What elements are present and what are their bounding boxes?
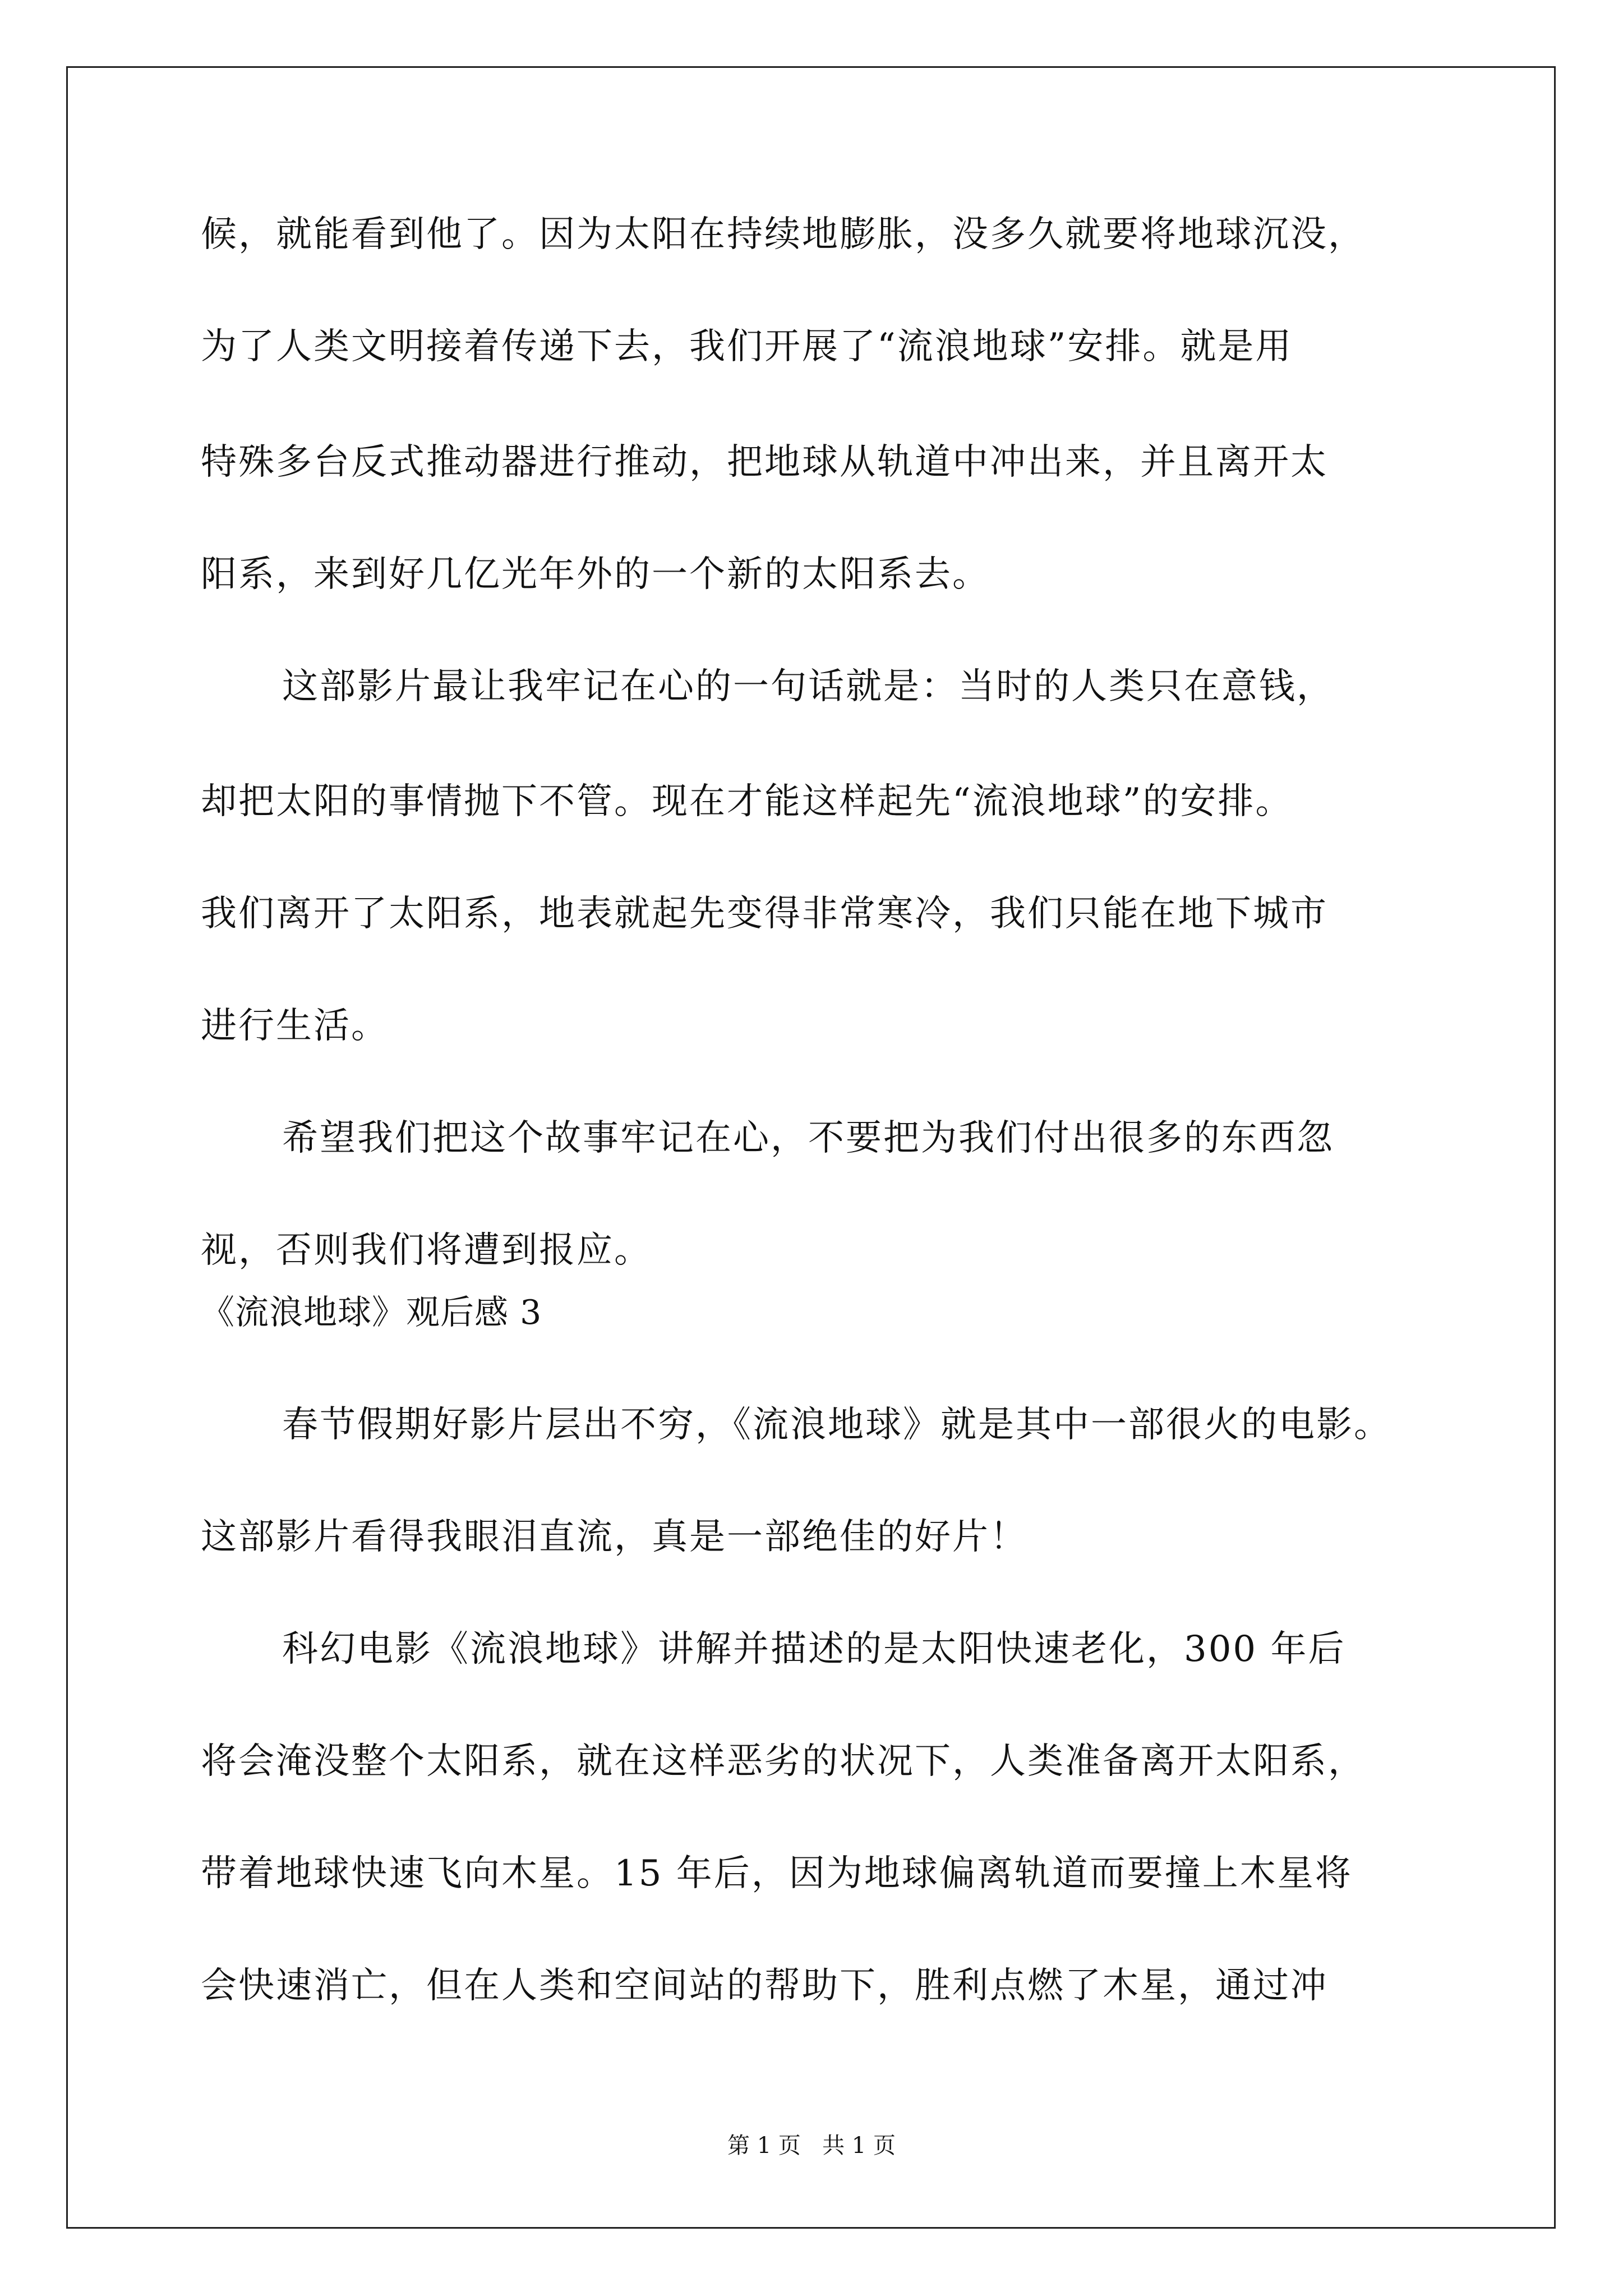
paragraph-line: 候，就能看到他了。因为太阳在持续地膨胀，没多久就要将地球沉没， — [201, 214, 1366, 255]
paragraph-line: 带着地球快速飞向木星。15 年后，因为地球偏离轨道而要撞上木星将 — [201, 1853, 1353, 1894]
paragraph-line: 特殊多台反式推动器进行推动，把地球从轨道中冲出来，并且离开太 — [201, 441, 1328, 483]
paragraph-line: 却把太阳的事情抛下不管。现在才能这样起先“流浪地球”的安排。 — [201, 781, 1293, 822]
paragraph-line: 希望我们把这个故事牢记在心，不要把为我们付出很多的东西忽 — [282, 1117, 1334, 1159]
paragraph-line: 科幻电影《流浪地球》讲解并描述的是太阳快速老化，300 年后 — [282, 1628, 1346, 1670]
paragraph-line: 将会淹没整个太阳系，就在这样恶劣的状况下，人类准备离开太阳系， — [201, 1741, 1366, 1782]
paragraph-line: 阳系，来到好几亿光年外的一个新的太阳系去。 — [201, 554, 990, 595]
paragraph-line: 春节假期好影片层出不穷，《流浪地球》就是其中一部很火的电影。 — [282, 1404, 1391, 1446]
page-footer: 第 1 页 共 1 页 — [727, 2133, 896, 2159]
paragraph-line: 视，否则我们将遭到报应。 — [201, 1230, 652, 1271]
section-heading: 《流浪地球》观后感 3 — [201, 1293, 542, 1332]
paragraph-line: 这部影片看得我眼泪直流，真是一部绝佳的好片！ — [201, 1516, 1027, 1558]
paragraph-line: 我们离开了太阳系，地表就起先变得非常寒冷，我们只能在地下城市 — [201, 893, 1328, 935]
paragraph-line: 进行生活。 — [201, 1005, 389, 1047]
paragraph-line: 会快速消亡，但在人类和空间站的帮助下，胜利点燃了木星，通过冲 — [201, 1965, 1328, 2007]
paragraph-line: 这部影片最让我牢记在心的一句话就是：当时的人类只在意钱， — [282, 666, 1334, 707]
paragraph-line: 为了人类文明接着传递下去，我们开展了“流浪地球”安排。就是用 — [201, 326, 1293, 367]
